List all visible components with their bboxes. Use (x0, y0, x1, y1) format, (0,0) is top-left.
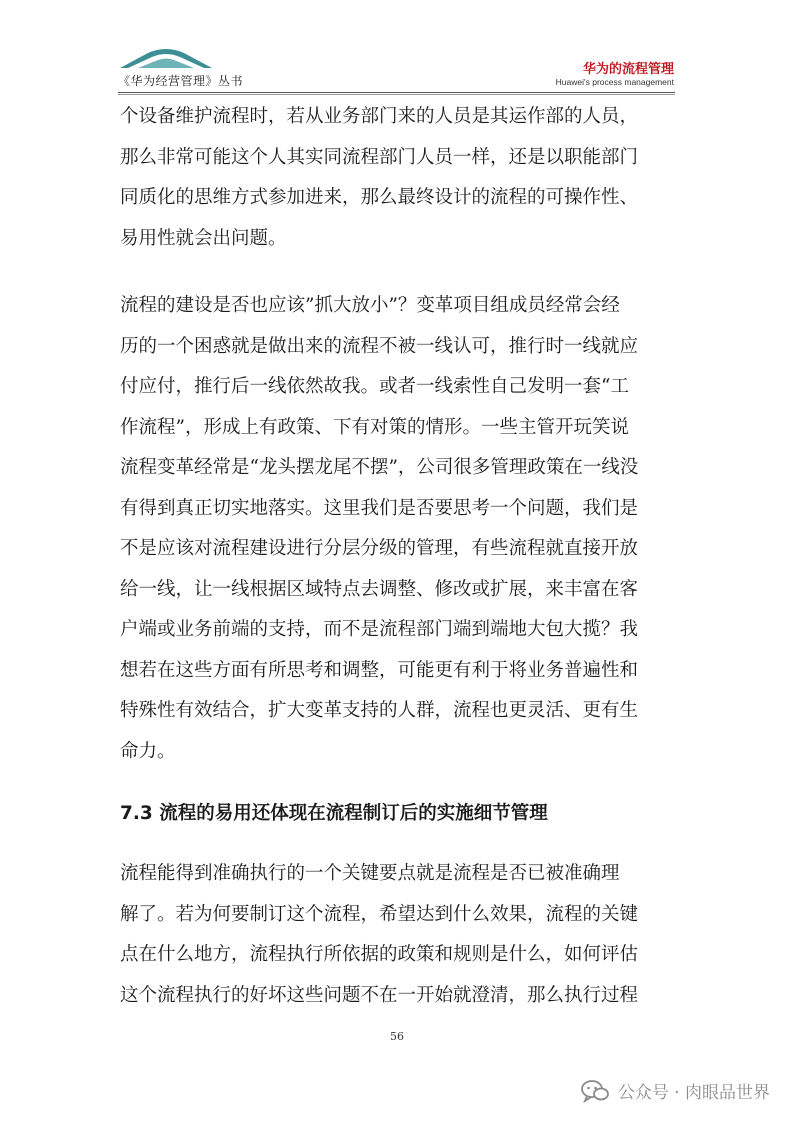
series-title: 《华为经营管理》丛书 (118, 74, 244, 88)
text-line: 点在什么地方，流程执行所依据的政策和规则是什么，如何评估 (120, 944, 639, 965)
watermark (580, 1078, 770, 1103)
paragraph-3 (120, 854, 677, 1016)
text-line: 同质化的思维方式参加进来，那么最终设计的流程的可操作性、 (120, 187, 639, 208)
header-divider (118, 92, 675, 93)
text-line: 不是应该对流程建设进行分层分级的管理，有些流程就直接开放 (120, 538, 639, 559)
text-line: 历的一个困惑就是做出来的流程不被一线认可，推行时一线就应 (120, 335, 639, 357)
page-header (0, 0, 794, 95)
text-line: 特殊性有效结合，扩大变革支持的人群，流程也更灵活、更有生 (120, 700, 639, 721)
text-line: 流程变革经常是“龙头摆龙尾不摆”，公司很多管理政策在一线没 (120, 457, 639, 478)
text-line: 个设备维护流程时，若从业务部门来的人员是其运作部的人员， (120, 106, 639, 127)
text-line: 流程的建设是否也应该”抓大放小”？变革项目组成员经常会经 (120, 295, 620, 316)
text-line: 流程能得到准确执行的一个关键要点就是流程是否已被准确理 (120, 863, 620, 884)
brand-title: 华为的流程管理 (582, 62, 674, 77)
text-line: 易用性就会出问题。 (120, 227, 287, 249)
text-line: 付应付，推行后一线依然故我。或者一线索性自己发明一套“工 (120, 376, 629, 397)
text-line: 给一线，让一线根据区域特点去调整、修改或扩展，来丰富在客 (120, 578, 639, 600)
brand-subtitle: Huawei's process management (555, 77, 674, 87)
text-line: 这个流程执行的好坏这些问题不在一开始就澄清，那么执行过程 (120, 984, 639, 1006)
paragraph-1 (120, 97, 677, 259)
text-line: 解了。若为何要制订这个流程，希望达到什么效果，流程的关键 (120, 903, 639, 925)
text-line: 想若在这些方面有所思考和调整，可能更有利于将业务普遍性和 (120, 659, 639, 681)
wechat-icon (580, 1079, 610, 1103)
page-body (120, 97, 677, 1016)
text-line: 户端或业务前端的支持，而不是流程部门端到端地大包大揽？我 (120, 619, 639, 640)
paragraph-2 (120, 286, 677, 772)
header-divider-secondary (118, 94, 675, 95)
mountain-logo-icon (118, 44, 214, 70)
watermark-text: 公众号 · 肉眼品世界 (617, 1083, 770, 1103)
text-line: 有得到真正切实地落实。这里我们是否要思考一个问题，我们是 (120, 497, 639, 519)
page-number: 56 (390, 1030, 404, 1043)
text-line: 作流程”，形成上有政策、下有对策的情形。一些主管开玩笑说 (120, 416, 629, 438)
text-line: 命力。 (120, 740, 176, 762)
text-line: 那么非常可能这个人其实同流程部门人员一样，还是以职能部门 (120, 146, 639, 168)
section-heading: 7.3 流程的易用还体现在流程制订后的实施细节管理 (120, 803, 548, 824)
